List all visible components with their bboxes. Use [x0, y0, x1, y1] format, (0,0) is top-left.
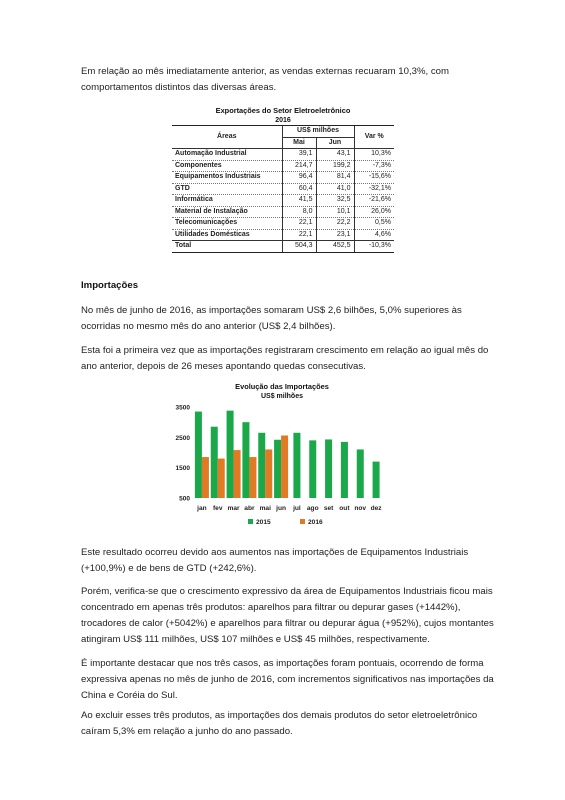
- cell-var: -7,3%: [354, 160, 394, 172]
- cell-area: Informática: [172, 195, 282, 207]
- bar-2015-jul: [293, 433, 300, 498]
- bar-2015-jun: [274, 440, 281, 498]
- bar-2016-jun: [281, 436, 288, 498]
- cell-area: Componentes: [172, 160, 282, 172]
- bar-2015-fev: [211, 427, 218, 498]
- cell-jun: 32,5: [316, 195, 354, 207]
- y-tick-label: 3500: [175, 404, 190, 412]
- x-tick-label: jul: [293, 505, 301, 512]
- imports-chart-svg: [172, 380, 392, 530]
- bar-2015-ago: [309, 440, 316, 498]
- table-year: 2016: [275, 117, 291, 124]
- x-tick-label: mai: [259, 505, 271, 512]
- x-tick-label: jan: [197, 505, 207, 512]
- cell-var: 26,0%: [354, 206, 394, 218]
- cell-mai: 96,4: [282, 172, 316, 184]
- bar-2015-jan: [195, 412, 202, 498]
- cell-jun: 199,2: [316, 160, 354, 172]
- cell-jun: 81,4: [316, 172, 354, 184]
- bar-2016-abr: [249, 457, 256, 498]
- table-row: [172, 160, 394, 172]
- table-row: [172, 218, 394, 230]
- header-var: Var %: [354, 126, 394, 149]
- paragraph-first-growth: Esta foi a primeira vez que as importações registraram crescimento em relação ao igual mês do ano anterior, depois de 26 meses apontando quedas consecutivas.: [81, 345, 489, 372]
- bar-2015-dez: [373, 462, 380, 498]
- cell-area: Telecomunicações: [172, 218, 282, 230]
- heading-importacoes: Importações: [81, 280, 139, 291]
- x-tick-label: dez: [370, 505, 382, 512]
- cell-total-var: -10,3%: [354, 241, 394, 253]
- bar-2016-mar: [234, 450, 241, 498]
- bar-2015-abr: [242, 422, 249, 498]
- cell-var: -32,1%: [354, 183, 394, 195]
- cell-mai: 214,7: [282, 160, 316, 172]
- table-row: [172, 229, 394, 241]
- exports-data-table: [172, 125, 394, 253]
- table-total-row: [172, 241, 394, 253]
- imports-chart: [172, 380, 392, 530]
- cell-mai: 22,1: [282, 229, 316, 241]
- cell-var: 4,6%: [354, 229, 394, 241]
- paragraph-result-cause: Este resultado ocorreu devido aos aumentos nas importações de Equipamentos Industriais (+100,9%) e de bens de GTD (+242,6%).: [81, 547, 469, 574]
- table-row: [172, 206, 394, 218]
- cell-mai: 22,1: [282, 218, 316, 230]
- x-tick-label: out: [339, 505, 350, 512]
- header-usd: US$ milhões: [282, 126, 354, 138]
- cell-area: Automação Industrial: [172, 149, 282, 161]
- table-row: [172, 183, 394, 195]
- cell-area: Equipamentos Industriais: [172, 172, 282, 184]
- x-tick-label: ago: [306, 505, 319, 512]
- cell-var: -21,6%: [354, 195, 394, 207]
- table-row: [172, 149, 394, 161]
- bar-2015-set: [325, 439, 332, 498]
- bar-2016-fev: [218, 459, 225, 498]
- exports-table: [172, 106, 394, 253]
- cell-total-jun: 452,5: [316, 241, 354, 253]
- paragraph-excluding: Ao excluir esses três produtos, as importações dos demais produtos do setor eletroeletrônico caíram 5,3% em relação a junho do ano passado.: [81, 710, 478, 737]
- legend-swatch-2015: [248, 519, 253, 524]
- chart-title: Evolução das Importações: [235, 382, 329, 391]
- bar-2015-nov: [357, 449, 364, 498]
- cell-jun: 41,0: [316, 183, 354, 195]
- header-areas: Áreas: [172, 126, 282, 149]
- x-tick-label: mar: [227, 505, 240, 512]
- header-jun: Jun: [316, 137, 354, 149]
- cell-mai: 39,1: [282, 149, 316, 161]
- paragraph-punctual: É importante destacar que nos três casos, as importações foram pontuais, ocorrendo de forma expressiva apenas no mês de junho de 2016, com incrementos significativos nas importações da China e Coréia do Sul.: [81, 658, 494, 701]
- x-tick-label: nov: [354, 505, 367, 512]
- bar-2016-jan: [202, 457, 209, 498]
- cell-total-label: Total: [172, 241, 282, 253]
- table-row: [172, 195, 394, 207]
- y-tick-label: 1500: [175, 465, 190, 473]
- cell-area: GTD: [172, 183, 282, 195]
- table-title: Exportações do Setor Eletroeletrônico: [215, 106, 351, 115]
- bar-2015-mar: [227, 411, 234, 498]
- x-tick-label: fev: [212, 505, 223, 512]
- cell-var: 0,5%: [354, 218, 394, 230]
- cell-mai: 41,5: [282, 195, 316, 207]
- cell-var: -15,6%: [354, 172, 394, 184]
- legend-label-2015: 2015: [256, 519, 271, 526]
- cell-area: Utilidades Domésticas: [172, 229, 282, 241]
- x-tick-label: set: [323, 505, 334, 512]
- x-tick-label: abr: [244, 505, 255, 512]
- table-row: [172, 172, 394, 184]
- cell-var: 10,3%: [354, 149, 394, 161]
- cell-jun: 22,2: [316, 218, 354, 230]
- header-mai: Mai: [282, 137, 316, 149]
- paragraph-imports-june: No mês de junho de 2016, as importações somaram US$ 2,6 bilhões, 5,0% superiores às ocorridas no mesmo mês do ano anterior (US$ 2,4 bilhões).: [81, 305, 462, 332]
- cell-area: Material de Instalação: [172, 206, 282, 218]
- paragraph-concentration: Porém, verifica-se que o crescimento expressivo da área de Equipamentos Industriais ficou mais concentrado em apenas três produtos: aparelhos para filtrar ou depurar gases (+1442%), trocadores de calor (+5042%) e aparelhos para filtrar ou depurar água (+952%), cujos montantes atingiram US$ 111 milhões, US$ 107 milhões e US$ 45 milhões, respectivamente.: [81, 586, 494, 645]
- bar-2016-mai: [265, 449, 272, 498]
- cell-jun: 10,1: [316, 206, 354, 218]
- y-tick-label: 2500: [175, 434, 190, 442]
- bar-2015-mai: [258, 433, 265, 498]
- legend-swatch-2016: [300, 519, 305, 524]
- chart-subtitle: US$ milhões: [260, 393, 304, 400]
- cell-mai: 60,4: [282, 183, 316, 195]
- paragraph-exports-intro: Em relação ao mês imediatamente anterior, as vendas externas recuaram 10,3%, com comportamentos distintos das diversas áreas.: [81, 66, 449, 93]
- cell-mai: 8,0: [282, 206, 316, 218]
- cell-jun: 43,1: [316, 149, 354, 161]
- cell-total-mai: 504,3: [282, 241, 316, 253]
- x-tick-label: jun: [276, 505, 287, 512]
- y-tick-label: 500: [179, 495, 190, 503]
- bar-2015-out: [341, 442, 348, 498]
- legend-label-2016: 2016: [308, 519, 323, 526]
- cell-jun: 23,1: [316, 229, 354, 241]
